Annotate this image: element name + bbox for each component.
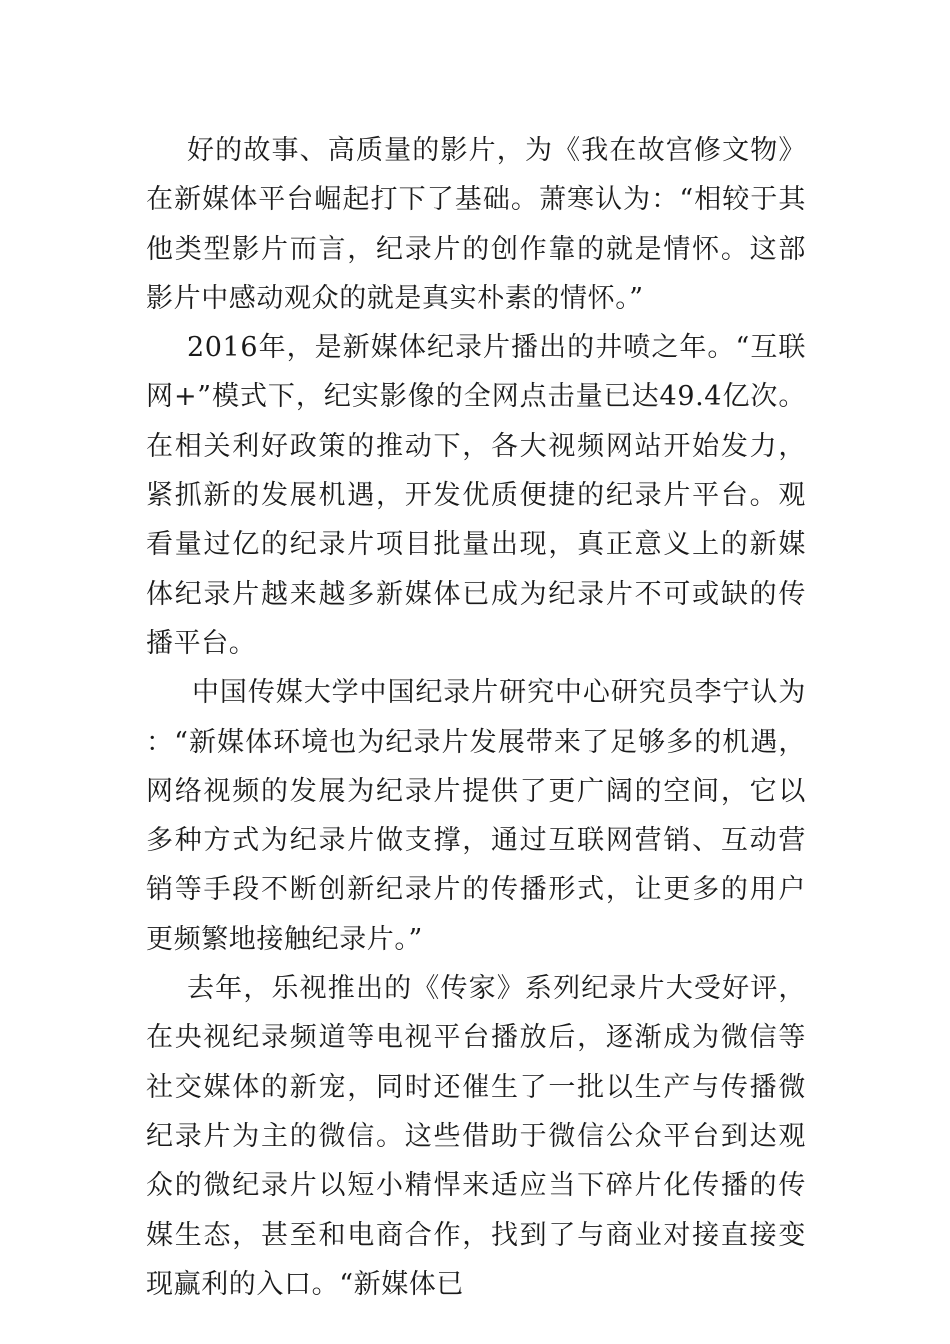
paragraph-4: 去年，乐视推出的《传家》系列纪录片大受好评，在央视纪录频道等电视平台播放后，逐渐成为微信等社交媒体的新宠，同时还催生了一批以生产与传播微纪录片为主的微信。这些借助于微信公众平台到达观众的微纪录片以短小精悍来适应当下碎片化传播的传媒生态，甚至和电商合作，找到了与商业对接直接变现赢利的入口。“新媒体已 [146,973,806,1300]
paragraph-1: 好的故事、高质量的影片，为《我在故宫修文物》在新媒体平台崛起打下了基础。萧寒认为：“相较于其他类型影片而言，纪录片的创作靠的就是情怀。这部影片中感动观众的就是真实朴素的情怀。” [146,135,806,314]
article-body [146,126,806,1309]
paragraph-2: 2016年，是新媒体纪录片播出的井喷之年。“互联网+”模式下，纪实影像的全网点击量已达49.4亿次。在相关利好政策的推动下，各大视频网站开始发力，紧抓新的发展机遇，开发优质便捷的纪录片平台。观看量过亿的纪录片项目批量出现，真正意义上的新媒体纪录片越来越多新媒体已成为纪录片不可或缺的传播平台。 [146,332,806,659]
paragraph-3: 中国传媒大学中国纪录片研究中心研究员李宁认为：“新媒体环境也为纪录片发展带来了足够多的机遇，网络视频的发展为纪录片提供了更广阔的空间，它以多种方式为纪录片做支撑，通过互联网营销、互动营销等手段不断创新纪录片的传播形式，让更多的用户更频繁地接触纪录片。” [146,677,806,955]
